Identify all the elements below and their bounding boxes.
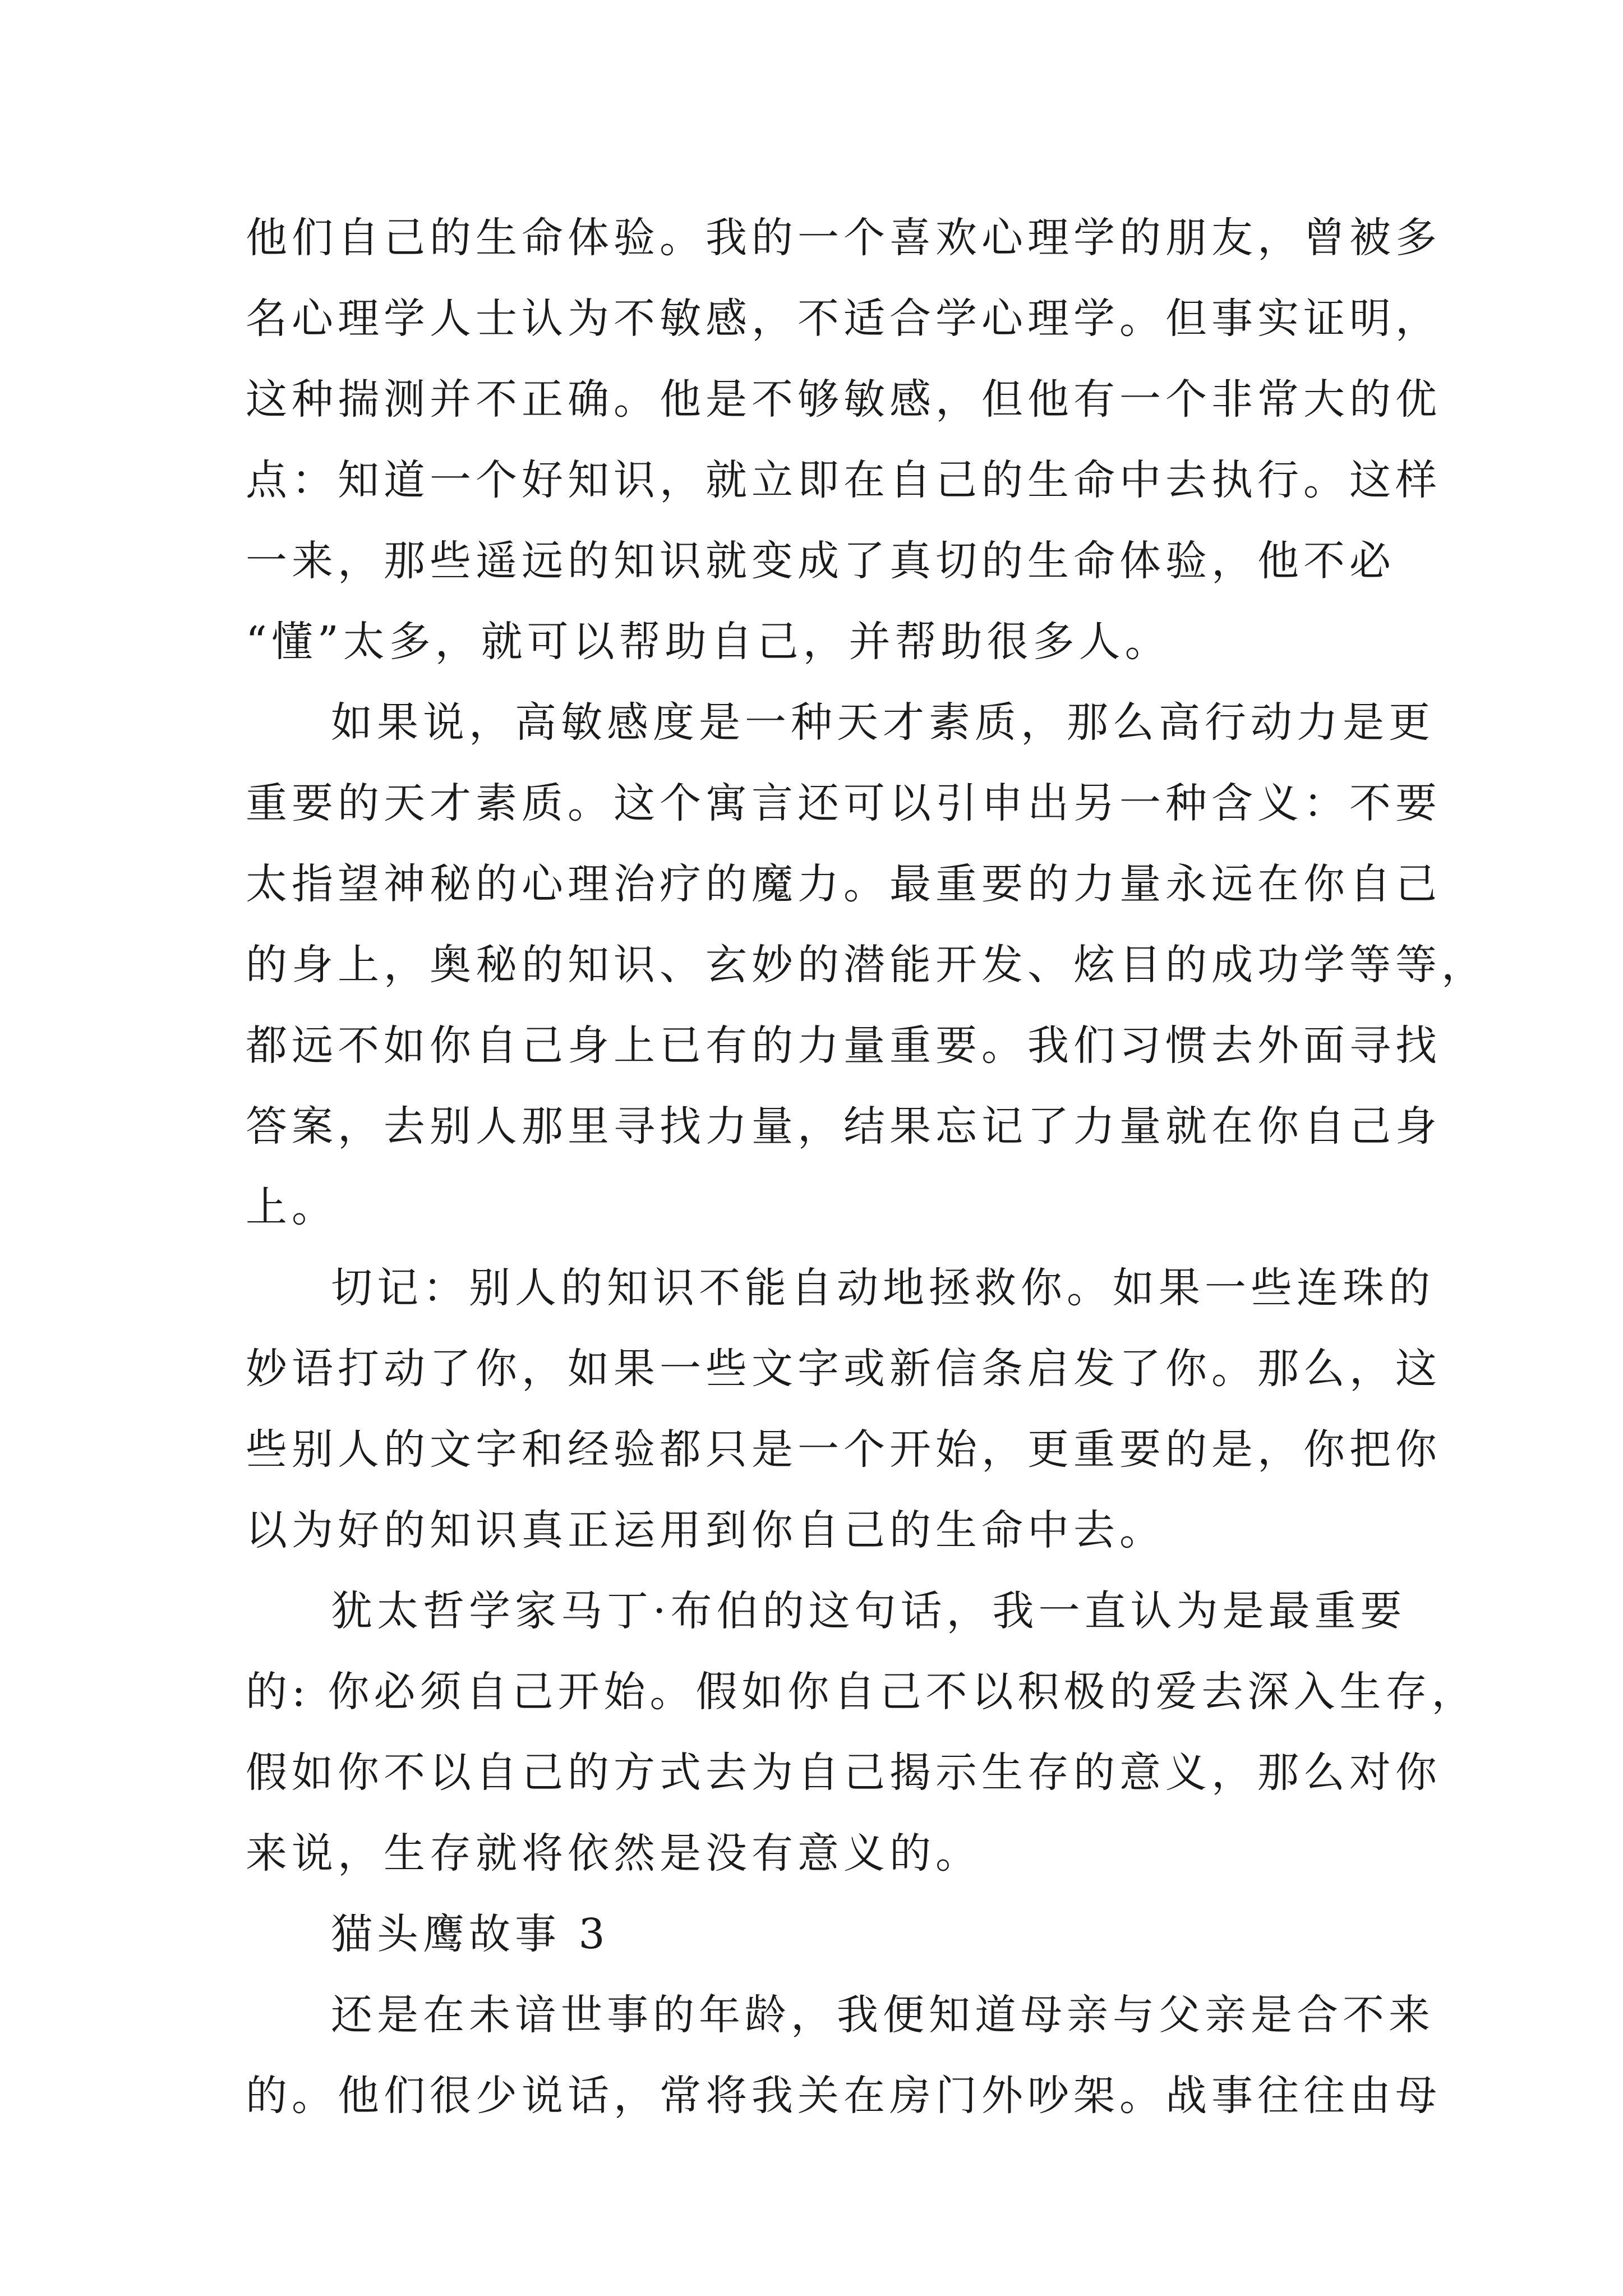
text-line: 都远不如你自己身上已有的力量重要。我们习惯去外面寻找 [246, 1022, 1441, 1070]
text-line: 犹太哲学家马丁·布伯的这句话，我一直认为是最重要 [331, 1587, 1407, 1635]
text-line: 的身上，奥秘的知识、玄妙的潜能开发、炫目的成功学等等， [246, 941, 1487, 989]
text-line: 来说，生存就将依然是没有意义的。 [246, 1829, 981, 1878]
text-line: 太指望神秘的心理治疗的魔力。最重要的力量永远在你自己 [246, 860, 1441, 908]
text-line: 名心理学人士认为不敏感，不适合学心理学。但事实证明， [246, 295, 1441, 343]
text-line: 以为好的知识真正运用到你自己的生命中去。 [246, 1506, 1165, 1554]
text-line: “懂”太多，就可以帮助自己，并帮助很多人。 [246, 618, 1171, 666]
text-line: 些别人的文字和经验都只是一个开始，更重要的是，你把你 [246, 1425, 1441, 1474]
text-line: 他们自己的生命体验。我的一个喜欢心理学的朋友，曾被多 [246, 214, 1441, 262]
text-line: 上。 [246, 1183, 338, 1231]
text-line: 妙语打动了你，如果一些文字或新信条启发了你。那么，这 [246, 1345, 1441, 1393]
text-line: 还是在未谙世事的年龄，我便知道母亲与父亲是合不来 [331, 1991, 1435, 2039]
body-text [246, 197, 1487, 2136]
text-line: 点：知道一个好知识，就立即在自己的生命中去执行。这样 [246, 456, 1441, 504]
text-line: 假如你不以自己的方式去为自己揭示生存的意义，那么对你 [246, 1749, 1441, 1797]
text-line: 重要的天才素质。这个寓言还可以引申出另一种含义：不要 [246, 779, 1441, 827]
text-line: 一来，那些遥远的知识就变成了真切的生命体验，他不必 [246, 537, 1395, 585]
text-line: 这种揣测并不正确。他是不够敏感，但他有一个非常大的优 [246, 375, 1441, 424]
text-line: 如果说，高敏感度是一种天才素质，那么高行动力是更 [331, 698, 1435, 747]
text-line: 答案，去别人那里寻找力量，结果忘记了力量就在你自己身 [246, 1102, 1441, 1151]
text-line: 的: 你必须自己开始。假如你自己不以积极的爱去深入生存， [246, 1668, 1478, 1716]
section-heading: 猫头鹰故事 3 [331, 1910, 610, 1958]
text-line: 的。他们很少说话，常将我关在房门外吵架。战事往往由母 [246, 2072, 1441, 2120]
text-line: 切记：别人的知识不能自动地拯救你。如果一些连珠的 [331, 1264, 1435, 1312]
